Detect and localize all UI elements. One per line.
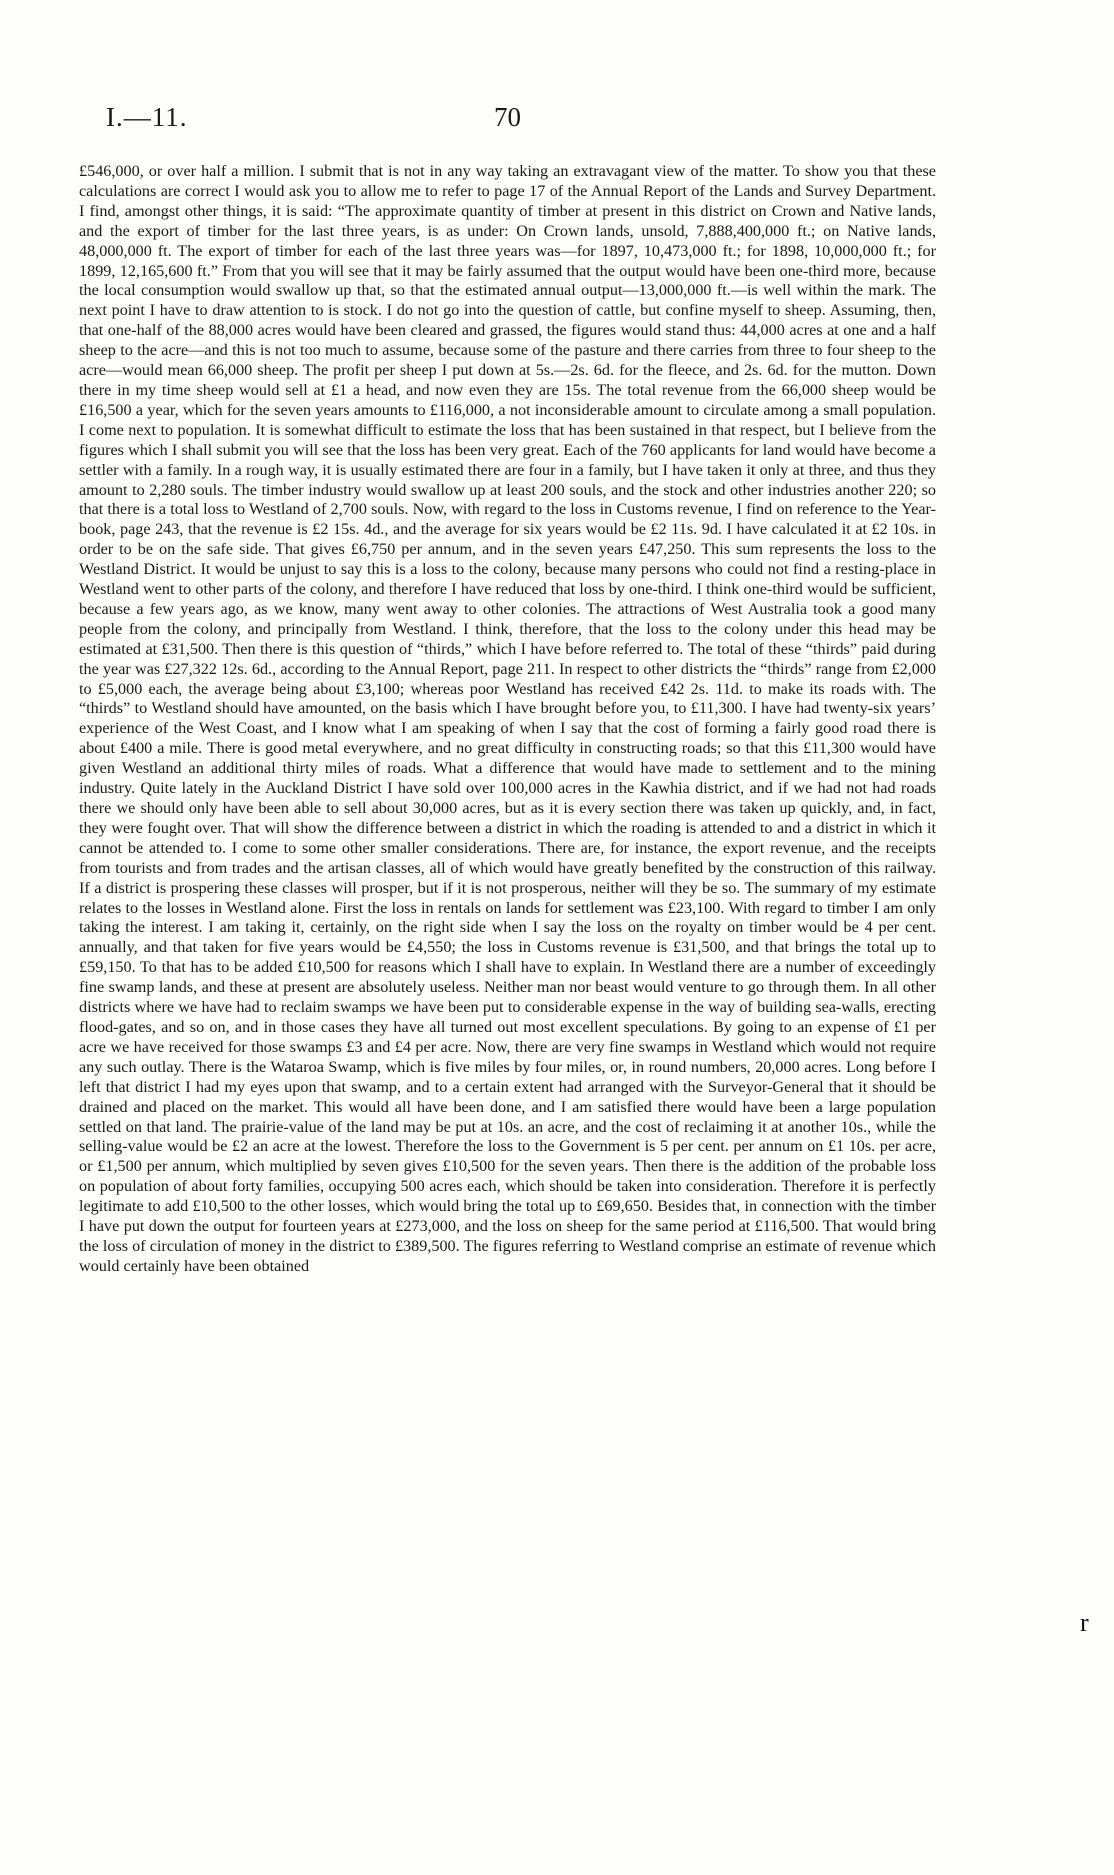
series-reference: I.—11. [106,102,188,132]
page-header [106,102,1006,142]
body-text [79,162,936,1277]
page-number: 70 [494,102,521,132]
body-paragraph: £546,000, or over half a million. I submit that is not in any way taking an extravagant view of the matter. To show you that these calculations are correct I would ask you to allow me to refer to page 17 of the Annual Report of the Lands and Survey Department. I find, amongst other things, it is said: “The approximate quantity of timber at present in this district on Crown and Native lands, and the export of timber for the last three years, is as under: On Crown lands, unsold, 7,888,400,000 ft.; on Native lands, 48,000,000 ft. The export of timber for each of the last three years was—for 1897, 10,473,000 ft.; for 1898, 10,000,000 ft.; for 1899, 12,165,600 ft.” From that you will see that it may be fairly assumed that the output would have been one-third more, because the local consumption would swallow up that, so that the estimated annual output—13,000,000 ft.—is well within the mark. The next point I have to draw attention to is stock. I do not go into the question of cattle, but confine myself to sheep. Assuming, then, that one-half of the 88,000 acres would have been cleared and grassed, the figures would stand thus: 44,000 acres at one and a half sheep to the acre—and this is not too much to assume, because some of the pasture and there carries from three to four sheep to the acre—would mean 66,000 sheep. The profit per sheep I put down at 5s.—2s. 6d. for the fleece, and 2s. 6d. for the mutton. Down there in my time sheep would sell at £1 a head, and now even they are 15s. The total revenue from the 66,000 sheep would be £16,500 a year, which for the seven years amounts to £116,000, a not inconsiderable amount to circulate among a small population. I come next to population. It is somewhat difficult to estimate the loss that has been sustained in that respect, but I believe from the figures which I shall submit you will see that the loss has been very great. Each of the 760 applicants for land would have become a settler with a family. In a rough way, it is usually estimated there are four in a family, but I have taken it only at three, and thus they amount to 2,280 souls. The timber industry would swallow up at least 200 souls, and the stock and other industries another 220; so that there is a total loss to Westland of 2,700 souls. Now, with regard to the loss in Customs revenue, I find on reference to the Year-book, page 243, that the revenue is £2 15s. 4d., and the average for six years would be £2 11s. 9d. I have calculated it at £2 10s. in order to be on the safe side. That gives £6,750 per annum, and in the seven years £47,250. This sum represents the loss to the Westland District. It would be unjust to say this is a loss to the colony, because many persons who could not find a resting-place in Westland went to other parts of the colony, and therefore I have reduced that loss by one-third. I think one-third would be sufficient, because a few years ago, as we know, many went away to other colonies. The attractions of West Australia took a good many people from the colony, and principally from Westland. I think, therefore, that the loss to the colony under this head may be estimated at £31,500. Then there is this question of “thirds,” which I have before referred to. The total of these “thirds” paid during the year was £27,322 12s. 6d., according to the Annual Report, page 211. In respect to other districts the “thirds” range from £2,000 to £5,000 each, the average being about £3,100; whereas poor Westland has received £42 2s. 11d. to make its roads with. The “thirds” to Westland should have amounted, on the basis which I have brought before you, to £11,300. I have had twenty-six years’ experience of the West Coast, and I know what I am speaking of when I say that the cost of forming a fairly good road there is about £400 a mile. There is good metal everywhere, and no great difficulty in constructing roads; so that this £11,300 would have given Westland an additional thirty miles of roads. What a difference that would have made to settlement and to the mining industry. Quite lately in the Auckland District I have sold over 100,000 acres in the Kawhia district, and if we had not had roads there we should only have been able to sell about 30,000 acres, but as it is every section there was taken up quickly, and, in fact, they were fought over. That will show the difference between a district in which the roading is attended to and a district in which it cannot be attended to. I come to some other smaller considerations. There are, for instance, the export revenue, and the receipts from tourists and from trades and the artisan classes, all of which would have greatly benefited by the construction of this railway. If a district is prospering these classes will prosper, but if it is not prosperous, neither will they be so. The summary of my estimate relates to the losses in Westland alone. First the loss in rentals on lands for settlement was £23,100. With regard to timber I am only taking the interest. I am taking it, certainly, on the right side when I say the loss on the royalty on timber would be 4 per cent. annually, and that taken for five years would be £4,550; the loss in Customs revenue is £31,500, and that brings the total up to £59,150. To that has to be added £10,500 for reasons which I shall have to explain. In Westland there are a number of exceedingly fine swamp lands, and these at present are absolutely useless. Neither man nor beast would venture to go through them. In all other districts where we have had to reclaim swamps we have been put to considerable expense in the way of building sea-walls, erecting flood-gates, and so on, and in those cases they have all turned out most excellent speculations. By going to an expense of £1 per acre we have received for those swamps £3 and £4 per acre. Now, there are very fine swamps in Westland which would not require any such outlay. There is the Wataroa Swamp, which is five miles by four miles, or, in round numbers, 20,000 acres. Long before I left that district I had my eyes upon that swamp, and to a certain extent had arranged with the Surveyor-General that it should be drained and placed on the market. This would all have been done, and I am satisfied there would have been a large population settled on that land. The prairie-value of the land may be put at 10s. an acre, and the cost of reclaiming it at another 10s., while the selling-value would be £2 an acre at the lowest. Therefore the loss to the Government is 5 per cent. per annum on £1 10s. per acre, or £1,500 per annum, which multiplied by seven gives £10,500 for the seven years. Then there is the addition of the probable loss on population of about forty families, occupying 500 acres each, which should be taken into consideration. Therefore it is perfectly legitimate to add £10,500 to the other losses, which would bring the total up to £69,650. Besides that, in connection with the timber I have put down the output for fourteen years at £273,000, and the loss on sheep for the same period at £116,500. That would bring the loss of circulation of money in the district to £389,500. The figures referring to Westland comprise an estimate of revenue which would certainly have been obtained [79,162,936,1275]
margin-mark: r [1080,1608,1089,1637]
